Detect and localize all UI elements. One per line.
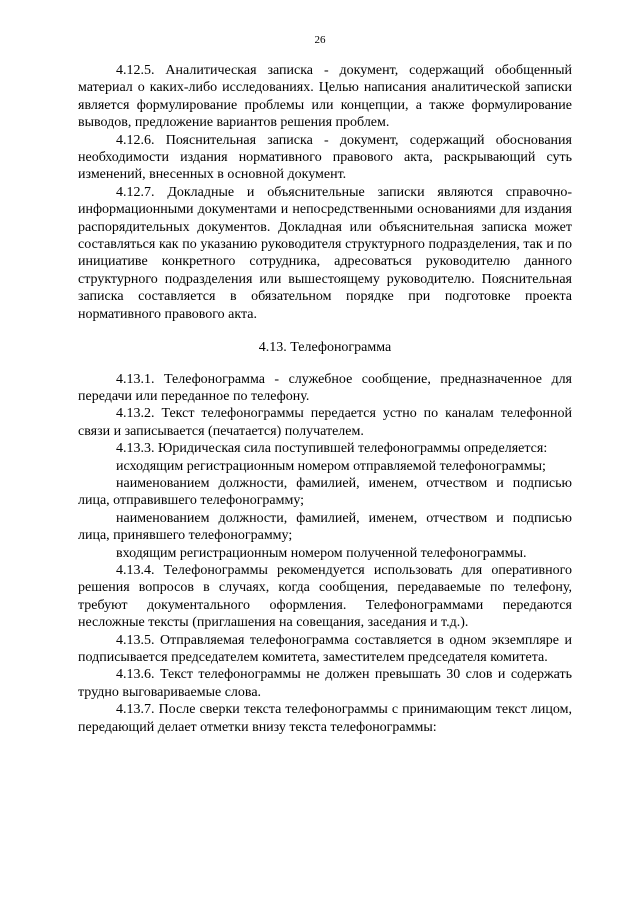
paragraph-4-13-5: 4.13.5. Отправляемая телефонограмма составляется в одном экземпляре и подписывается председателем комитета, заместителем председателя комитета. (78, 632, 572, 665)
paragraph-4-13-4: 4.13.4. Телефонограммы рекомендуется использовать для оперативного решения вопросов в случаях, когда сообщения, передаваемые по телефону, требуют документального оформления. Телефонограммами передаются несложные тексты (приглашения на совещания, заседания и т.д.). (78, 562, 572, 631)
paragraph-4-12-7: 4.12.7. Докладные и объяснительные записки являются справочно-информационными документами и непосредственными основаниями для издания распорядительных документов. Докладная или объяснительная записка может составляться как по указанию руководителя структурного подразделения, так и по инициативе конкретного сотрудника, адресоваться руководителю данного структурного подразделения или вышестоящему руководителю. Пояснительная записка составляется в обязательном порядке при подготовке проекта нормативного правового акта. (78, 184, 572, 322)
paragraph-4-13-3: 4.13.3. Юридическая сила поступившей телефонограммы определяется: (116, 441, 548, 457)
list-item-receiver-signature: наименованием должности, фамилией, именем, отчеством и подписью лица, принявшего телефонограмму; (78, 510, 572, 544)
paragraph-4-12-6: 4.12.6. Пояснительная записка - документ, содержащий обоснования необходимости издания нормативного правового акта, раскрывающий суть изменений, внесенных в основной документ. (78, 132, 572, 183)
paragraph-4-13-6: 4.13.6. Текст телефонограммы не должен превышать 30 слов и содержать трудно выговариваемые слова. (78, 667, 572, 700)
paragraph-4-13-1: 4.13.1. Телефонограмма - служебное сообщение, предназначенное для передачи или переданное по телефону. (78, 371, 572, 404)
list-item-sender-signature: наименованием должности, фамилией, именем, отчеством и подписью лица, отправившего телефонограмму; (78, 475, 572, 509)
paragraph-4-13-2: 4.13.2. Текст телефонограммы передается устно по каналам телефонной связи и записывается (печатается) получателем. (78, 406, 572, 439)
paragraph-4-12-5: 4.12.5. Аналитическая записка - документ, содержащий обобщенный материал о каких-либо исследованиях. Целью написания аналитической записки является формулирование проблемы или концепции, а также формулирование выводов, предложение вариантов решения проблем. (78, 63, 572, 131)
page-number: 26 (314, 34, 326, 46)
list-item-outgoing-number: исходящим регистрационным номером отправляемой телефонограммы; (116, 458, 546, 474)
section-heading-4-13: 4.13. Телефонограмма (258, 340, 392, 356)
document-body (78, 62, 572, 736)
list-item-incoming-number: входящим регистрационным номером полученной телефонограммы. (116, 545, 527, 561)
paragraph-4-13-7: 4.13.7. После сверки текста телефонограммы с принимающим текст лицом, передающий делает отметки внизу текста телефонограммы: (78, 702, 572, 735)
